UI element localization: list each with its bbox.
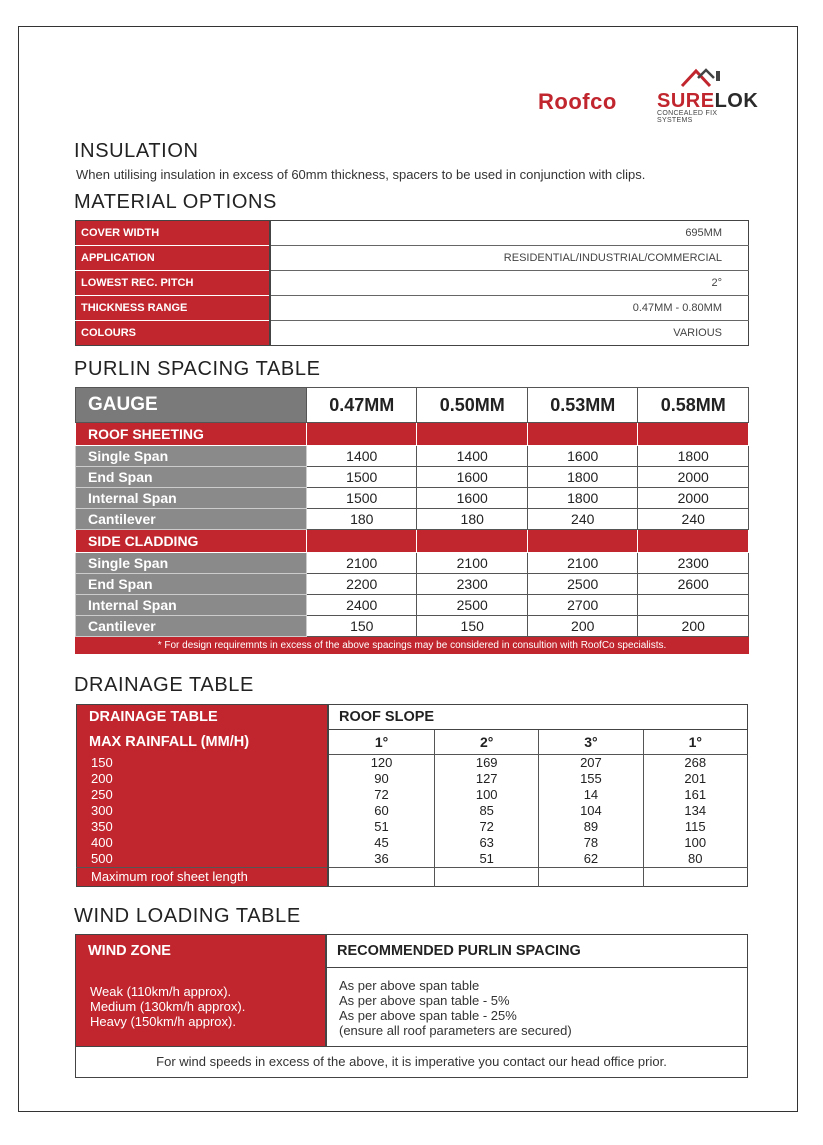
surelok-logo: SURELOK [657,90,759,112]
table-row: End Span 2200 2300 2500 2600 [76,574,749,595]
drainage-title: DRAINAGE TABLE [74,674,254,696]
wind-loading-table [75,934,748,1078]
gauge-header-row: GAUGE 0.47MM 0.50MM 0.53MM 0.58MM [76,388,749,423]
table-row: COLOURS VARIOUS [76,321,749,346]
table-row: 200 90 127 155 201 [77,771,748,787]
table-row: APPLICATION RESIDENTIAL/INDUSTRIAL/COMMERCIAL [76,246,749,271]
wind-spacings: As per above span table As per above span table - 5% As per above span table - 25% (ensure all roof parameters are secured) [339,977,572,1038]
side-cladding-header: SIDE CLADDING [76,530,749,553]
insulation-text: When utilising insulation in excess of 60mm thickness, spacers to be used in conjunction with clips. [76,167,646,182]
roof-slope-label: ROOF SLOPE [328,705,748,730]
table-row: Internal Span 1500 1600 1800 2000 [76,488,749,509]
material-options-title: MATERIAL OPTIONS [74,191,277,213]
table-row: 400 45 63 78 100 [77,835,748,851]
table-row: THICKNESS RANGE 0.47MM - 0.80MM [76,296,749,321]
table-row: Cantilever 180 180 240 240 [76,509,749,530]
table-row: LOWEST REC. PITCH 2° [76,271,749,296]
table-row: 250 72 100 14 161 [77,787,748,803]
table-row: Single Span 2100 2100 2100 2300 [76,553,749,574]
table-row: Single Span 1400 1400 1600 1800 [76,446,749,467]
wind-body-row [76,967,748,1046]
table-row: 300 60 85 104 134 [77,803,748,819]
table-row: 150 120 169 207 268 [77,755,748,772]
table-row: COVER WIDTH 695MM [76,221,749,246]
wind-loading-title: WIND LOADING TABLE [74,905,301,927]
roof-sheeting-header: ROOF SHEETING [76,423,749,446]
purlin-spacing-table [75,387,749,654]
wind-zones: Weak (110km/h approx). Medium (130km/h approx). Heavy (150km/h approx). [76,967,327,1046]
wind-footer: For wind speeds in excess of the above, it is imperative you contact our head office prior. [76,1046,748,1077]
brand-logos [535,66,759,124]
purlin-spacing-title: PURLIN SPACING TABLE [74,358,321,380]
insulation-title: INSULATION [74,140,199,162]
wind-footer-row [76,1046,748,1077]
wind-header-row: WIND ZONE RECOMMENDED PURLIN SPACING [76,935,748,968]
drainage-table [76,704,748,887]
surelok-tagline: CONCEALED FIX SYSTEMS [657,110,718,124]
purlin-note-row [76,637,749,654]
material-options-table [75,220,749,346]
table-row: 350 51 72 89 115 [77,819,748,835]
table-row: End Span 1500 1600 1800 2000 [76,467,749,488]
table-row: 500 36 51 62 80 [77,851,748,868]
table-row: Internal Span 2400 2500 2700 [76,595,749,616]
gauge-label: GAUGE [76,388,307,423]
roofco-logo: Roofco [538,89,617,114]
rainfall-header-row: MAX RAINFALL (MM/H) 1° 2° 3° 1° [77,730,748,755]
drainage-header-row: DRAINAGE TABLE ROOF SLOPE [77,705,748,730]
purlin-note: * For design requiremnts in excess of the above spacings may be considered in consultion with RoofCo specialists. [76,637,749,654]
house-roof-icon [680,66,726,88]
table-row: Cantilever 150 150 200 200 [76,616,749,637]
table-row: Maximum roof sheet length [77,868,748,887]
